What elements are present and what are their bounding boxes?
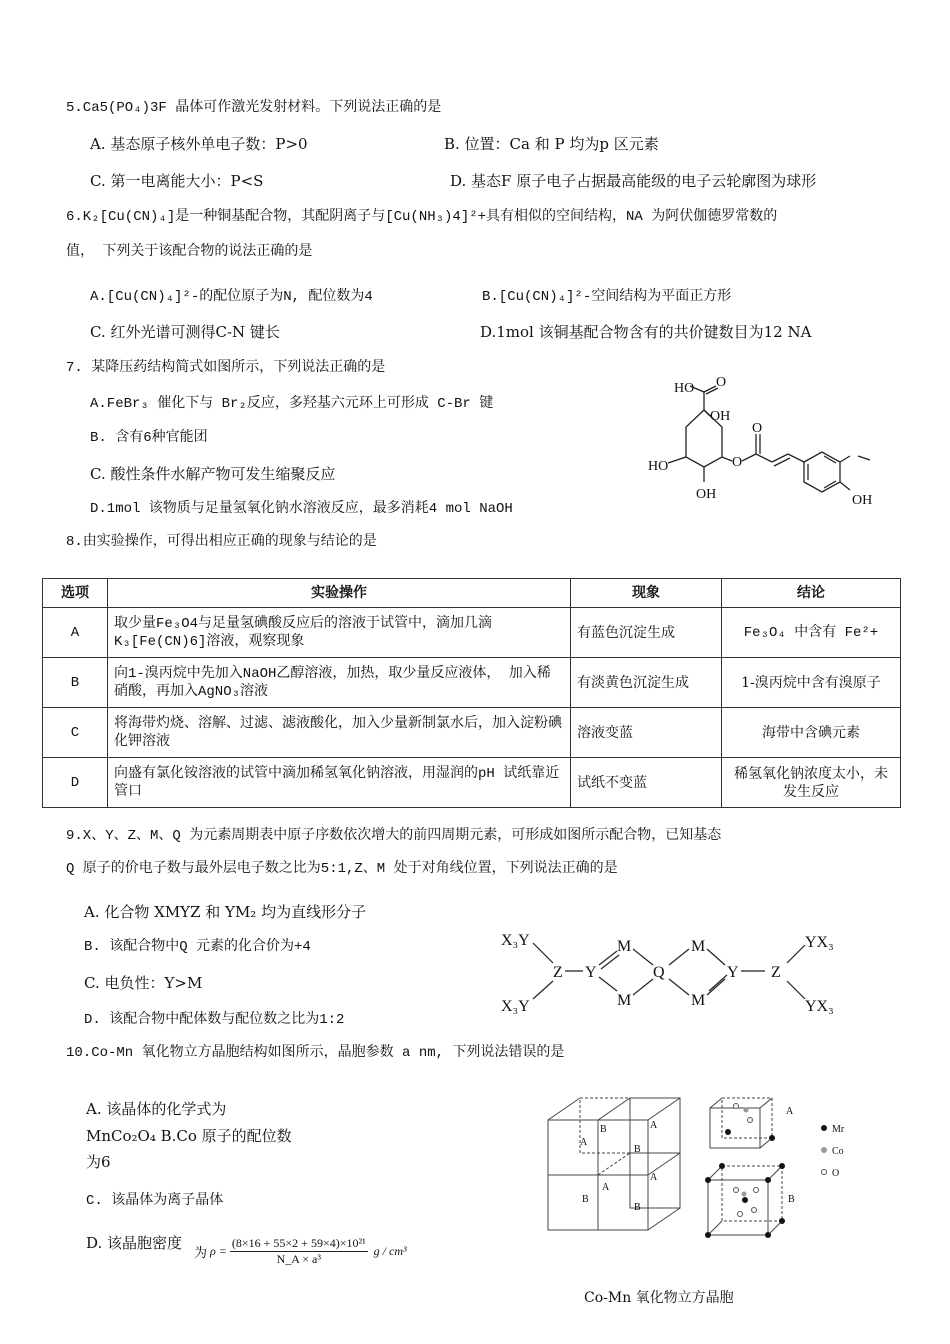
legend-co: Co — [832, 1146, 844, 1157]
cell-tag-a: A — [786, 1106, 794, 1117]
mol-label-ho-top: HO — [674, 381, 695, 396]
formula-denominator: N_A × a³ — [276, 1252, 321, 1266]
formula-numerator: (8×16 + 55×2 + 59×4)×10²¹ — [231, 1236, 366, 1250]
cell-tag-b: B — [788, 1194, 795, 1205]
q5-option-c: C. 第一电离能大小：P<S — [90, 172, 264, 190]
q5-option-a: A. 基态原子核外单电子数：P>0 — [90, 135, 308, 153]
table-cell: 有蓝色沉淀生成 — [571, 608, 722, 658]
q10-stem: 10.Co-Mn 氧化物立方晶胞结构如图所示，晶胞参数 a nm, 下列说法错误的是 — [66, 1045, 565, 1061]
table-row — [43, 708, 901, 758]
table-cell: Fe₃O₄ 中含有 Fe²+ — [722, 608, 901, 658]
legend-o: O — [832, 1168, 840, 1179]
table-cell: D — [43, 758, 108, 808]
table-cell: 试纸不变蓝 — [571, 758, 722, 808]
legend-mn: Mr — [832, 1124, 845, 1135]
table-cell: 向盛有氯化铵溶液的试管中滴加稀氢氧化钠溶液，用湿润的pH 试纸靠近管口 — [108, 758, 571, 808]
q7-option-a: A.FeBr₃ 催化下与 Br₂反应，多羟基六元环上可形成 C-Br 键 — [90, 396, 494, 412]
q6-stem-line2: 值， 下列关于该配合物的说法正确的是 — [66, 244, 313, 260]
table-cell: 有淡黄色沉淀生成 — [571, 658, 722, 708]
formula-prefix: 为 — [194, 1245, 208, 1260]
q9-option-c: C. 电负性：Y>M — [84, 974, 203, 992]
q7-option-c: C. 酸性条件水解产物可发生缩聚反应 — [90, 465, 336, 483]
cell-label: B — [634, 1202, 641, 1213]
q7-stem: 7. 某降压药结构简式如图所示，下列说法正确的是 — [66, 360, 386, 376]
q5-option-b: B. 位置：Ca 和 P 均为p 区元素 — [444, 135, 659, 153]
q8-stem: 8.由实验操作，可得出相应正确的现象与结论的是 — [66, 534, 377, 550]
col-header-phenomenon: 现象 — [571, 579, 722, 608]
formula-rho: ρ = — [210, 1244, 227, 1258]
label-m-top-left: M — [617, 938, 632, 955]
mol-label-oh-c1: OH — [710, 409, 731, 424]
table-cell: 海带中含碘元素 — [722, 708, 901, 758]
unit-cell-caption: Co-Mn 氧化物立方晶胞 — [584, 1290, 734, 1306]
cell-label: A — [602, 1182, 610, 1193]
q6-option-d: D.1mol 该铜基配合物含有的共价键数目为12 NA — [480, 323, 812, 341]
cell-label: A — [580, 1137, 588, 1148]
q9-stem-line1: 9.X、Y、Z、M、Q 为元素周期表中原子序数依次增大的前四周期元素，可形成如图所示配合物，已知基态 — [66, 828, 722, 844]
label-yx3-bottom: YX₃ — [805, 998, 834, 1015]
table-cell: 向1-溴丙烷中先加入NaOH乙醇溶液，加热，取少量反应液体， 加入稀硝酸，再加入AgNO₃溶液 — [108, 658, 571, 708]
table-row — [43, 758, 901, 808]
table-cell: 将海带灼烧、溶解、过滤、滤液酸化，加入少量新制氯水后，加入淀粉碘化钾溶液 — [108, 708, 571, 758]
formula-unit: g / cm³ — [373, 1244, 407, 1258]
label-z-left: Z — [553, 964, 563, 981]
q10-unit-cell-diagram — [540, 1090, 870, 1250]
table-cell: A — [43, 608, 108, 658]
cell-label: B — [582, 1194, 589, 1205]
col-header-conclusion: 结论 — [722, 579, 901, 608]
q6-stem-line1: 6.K₂[Cu(CN)₄]是一种铜基配合物，其配阴离子与[Cu(NH₃)4]²+具有相似的空间结构，NA 为阿伏伽德罗常数的 — [66, 209, 778, 225]
table-cell: B — [43, 658, 108, 708]
label-z-right: Z — [771, 964, 781, 981]
label-yx3-top: YX₃ — [805, 934, 834, 951]
mol-label-oh-phenol: OH — [852, 493, 873, 508]
q7-option-d: D.1mol 该物质与足量氢氧化钠水溶液反应，最多消耗4 mol NaOH — [90, 501, 513, 517]
cell-label: A — [650, 1172, 658, 1183]
label-x3y-top: X₃Y — [501, 932, 530, 949]
mol-label-oh-bottom: OH — [696, 487, 717, 502]
q10-option-a-line1: A. 该晶体的化学式为 — [86, 1100, 227, 1118]
label-m-top-right: M — [691, 938, 706, 955]
table-cell: 稀氢氧化钠浓度太小，未发生反应 — [722, 758, 901, 808]
mol-label-ester-o: O — [732, 455, 743, 470]
table-row — [43, 608, 901, 658]
q10-option-a-line3: 为6 — [86, 1153, 111, 1171]
table-cell: C — [43, 708, 108, 758]
q9-option-a: A. 化合物 XMYZ 和 YM₂ 均为直线形分子 — [84, 903, 367, 921]
table-row — [43, 658, 901, 708]
mol-label-ho-left: HO — [648, 459, 669, 474]
cell-label: B — [600, 1124, 607, 1135]
label-m-bottom-right: M — [691, 992, 706, 1009]
mol-label-carbonyl-o: O — [752, 421, 763, 436]
table-cell: 1-溴丙烷中含有溴原子 — [722, 658, 901, 708]
q5-option-d: D. 基态F 原子电子占据最高能级的电子云轮廓图为球形 — [450, 172, 817, 190]
label-y-left: Y — [585, 964, 597, 981]
cell-label: A — [650, 1120, 658, 1131]
q5-stem: 5.Ca5(PO₄)3F 晶体可作激光发射材料。下列说法正确的是 — [66, 100, 442, 116]
label-x3y-bottom: X₃Y — [501, 998, 530, 1015]
q7-option-b: B. 含有6种官能团 — [90, 430, 208, 446]
q9-stem-line2: Q 原子的价电子数与最外层电子数之比为5:1,Z、M 处于对角线位置，下列说法正确的是 — [66, 861, 618, 877]
mol-label-o-top: O — [716, 375, 727, 390]
q7-molecule-structure — [612, 372, 882, 512]
q9-complex-diagram — [495, 925, 855, 1020]
q9-option-d: D. 该配合物中配体数与配位数之比为1:2 — [84, 1012, 345, 1028]
table-cell: 取少量Fe₃O4与足量氢碘酸反应后的溶液于试管中，滴加几滴 K₃[Fe(CN)6]溶液，观察现象 — [108, 608, 571, 658]
q6-option-b: B.[Cu(CN)₄]²-空间结构为平面正方形 — [482, 289, 732, 305]
q10-option-a-line2: MnCo₂O₄ B.Co 原子的配位数 — [86, 1127, 292, 1145]
table-header-row — [43, 579, 901, 608]
experiment-table — [42, 578, 901, 808]
col-header-option: 选项 — [43, 579, 108, 608]
label-m-bottom-left: M — [617, 992, 632, 1009]
table-cell: 溶液变蓝 — [571, 708, 722, 758]
q6-option-c: C. 红外光谱可测得C-N 键长 — [90, 323, 280, 341]
density-formula — [194, 1236, 407, 1267]
q10-option-c: C. 该晶体为离子晶体 — [86, 1193, 224, 1209]
q9-option-b: B. 该配合物中Q 元素的化合价为+4 — [84, 939, 311, 955]
q10-option-d: D. 该晶胞密度 — [86, 1234, 183, 1252]
q6-option-a: A.[Cu(CN)₄]²-的配位原子为N, 配位数为4 — [90, 289, 373, 305]
cell-label: B — [634, 1144, 641, 1155]
label-q-center: Q — [653, 964, 665, 981]
col-header-operation: 实验操作 — [108, 579, 571, 608]
label-y-right: Y — [727, 964, 739, 981]
